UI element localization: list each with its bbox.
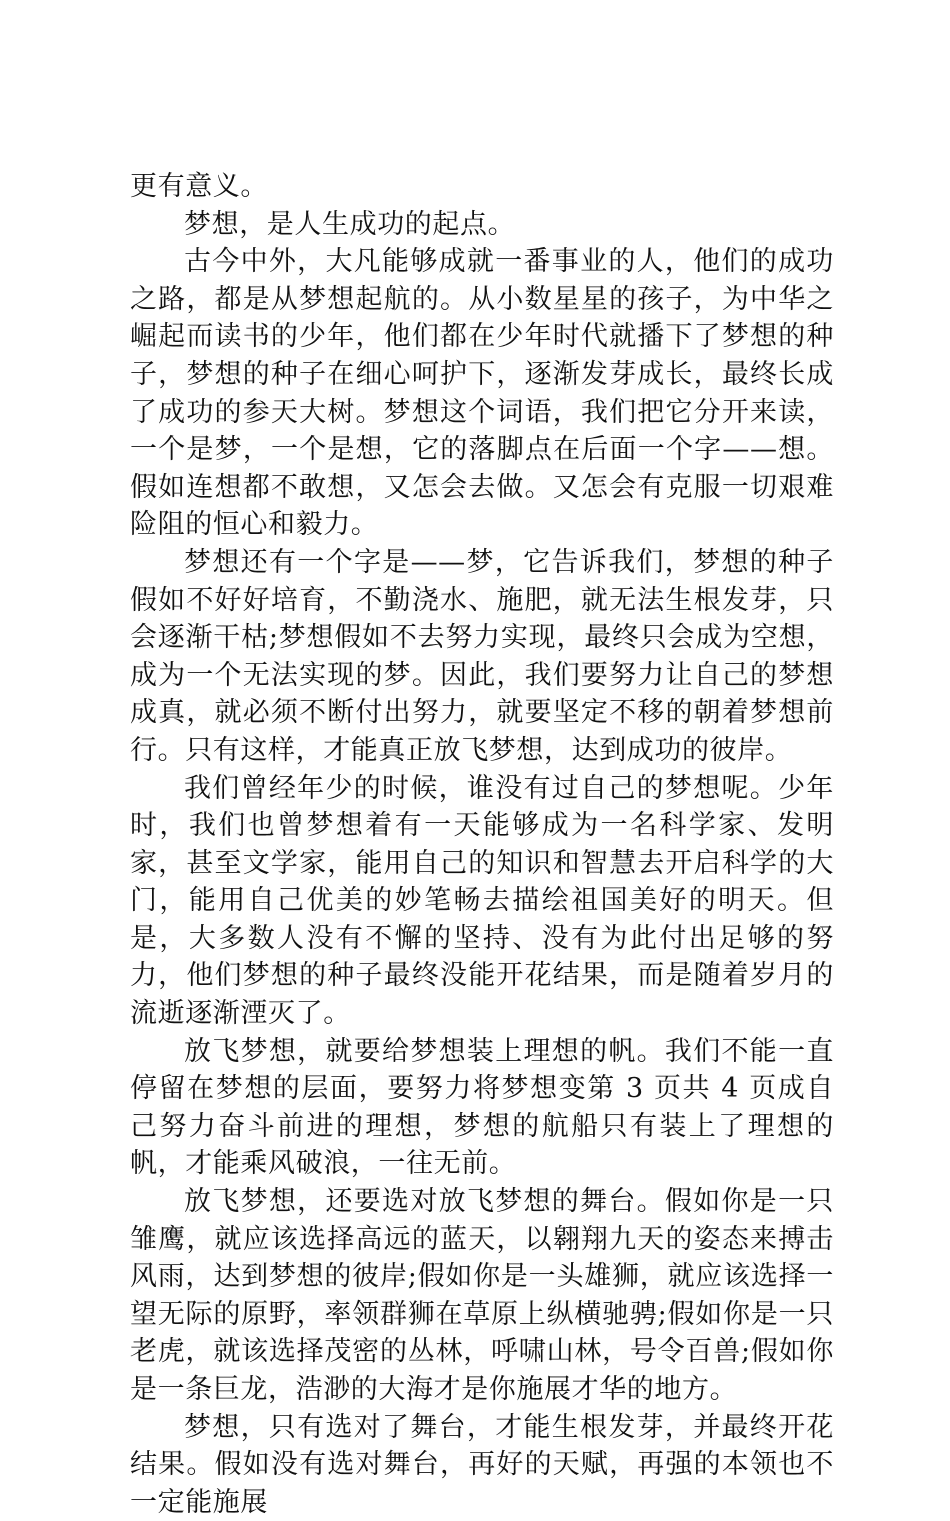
paragraph: 古今中外，大凡能够成就一番事业的人，他们的成功之路，都是从梦想起航的。从小数星星的孩子，为中华之崛起而读书的少年，他们都在少年时代就播下了梦想的种子，梦想的种子在细心呵护下，逐渐发芽成长，最终长成了成功的参天大树。梦想这个词语，我们把它分开来读，一个是梦，一个是想，它的落脚点在后面一个字——想。假如连想都不敢想，又怎会去做。又怎会有克服一切艰难险阻的恒心和毅力。 (130, 246, 834, 541)
paragraph: 放飞梦想，还要选对放飞梦想的舞台。假如你是一只雏鹰，就应该选择高远的蓝天，以翱翔九天的姿态来搏击风雨，达到梦想的彼岸;假如你是一头雄狮，就应该选择一望无际的原野，率领群狮在草原上纵横驰骋;假如你是一只老虎，就该选择茂密的丛林，呼啸山林，号令百兽;假如你是一条巨龙，浩渺的大海才是你施展才华的地方。 (130, 1186, 834, 1405)
paragraph: 梦想，是人生成功的起点。 (184, 208, 516, 240)
paragraph-continuation: 更有意义。 (130, 171, 268, 202)
document-body (130, 168, 834, 1521)
paragraph: 梦想，只有选对了舞台，才能生根发芽，并最终开花结果。假如没有选对舞台，再好的天赋，再强的本领也不一定能施展 (130, 1411, 834, 1518)
paragraph: 我们曾经年少的时候，谁没有过自己的梦想呢。少年时，我们也曾梦想着有一天能够成为一名科学家、发明家，甚至文学家，能用自己的知识和智慧去开启科学的大门，能用自己优美的妙笔畅去描绘祖国美好的明天。但是，大多数人没有不懈的坚持、没有为此付出足够的努力，他们梦想的种子最终没能开花结果，而是随着岁月的流逝逐渐湮灭了。 (130, 772, 834, 1030)
paragraph: 放飞梦想，就要给梦想装上理想的帆。我们不能一直停留在梦想的层面，要努力将梦想变第 3 页共 4 页成自己努力奋斗前进的理想，梦想的航船只有装上了理想的帆，才能乘风破浪，一往无前。 (130, 1035, 834, 1180)
paragraph: 梦想还有一个字是——梦，它告诉我们，梦想的种子假如不好好培育，不勤浇水、施肥，就无法生根发芽，只会逐渐干枯;梦想假如不去努力实现，最终只会成为空想，成为一个无法实现的梦。因此，我们要努力让自己的梦想成真，就必须不断付出努力，就要坚定不移的朝着梦想前行。只有这样，才能真正放飞梦想，达到成功的彼岸。 (130, 546, 834, 766)
